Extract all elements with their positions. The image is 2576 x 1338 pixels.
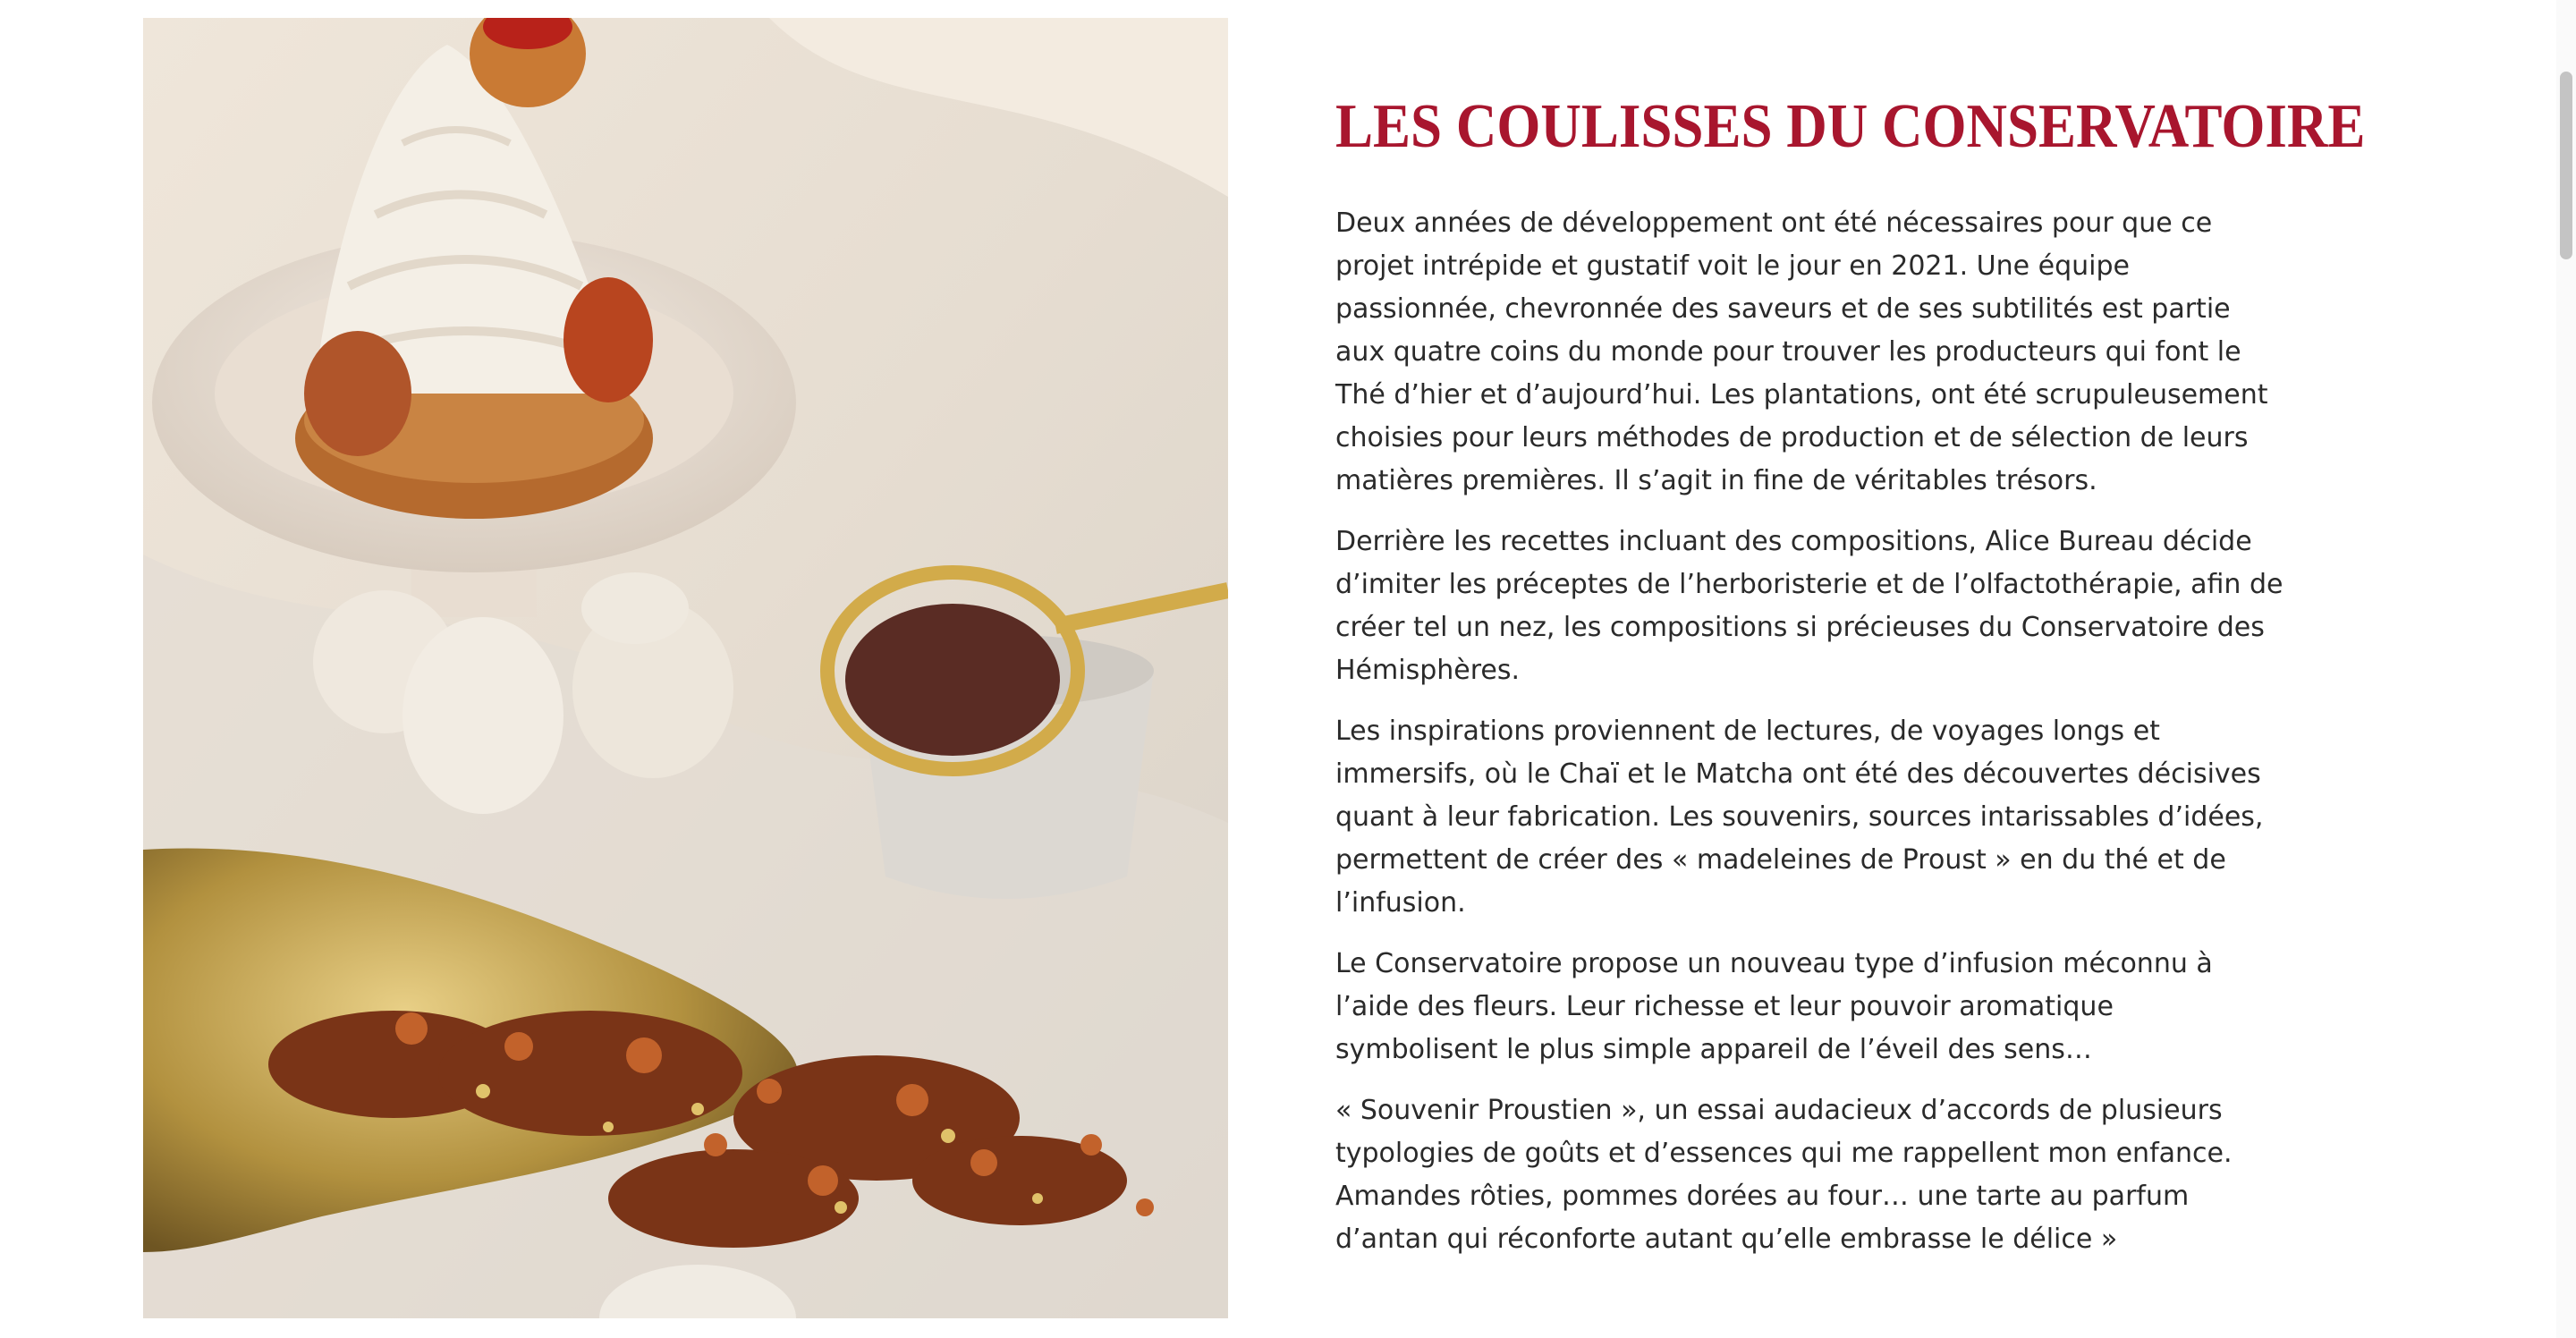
conservatoire-section <box>1335 89 2366 1279</box>
paragraph-recipes: Derrière les recettes incluant des compositions, Alice Bureau décide d’imiter les préceptes de l’herboristerie et de l’olfactothérapie, afin de créer tel un nez, les compositions si précieuses du Conservatoire des Hémisphères. <box>1335 526 2284 686</box>
page-scrollbar[interactable] <box>2556 0 2576 1338</box>
scrollbar-thumb[interactable] <box>2560 72 2572 259</box>
section-title: LES COULISSES DU CONSERVATOIRE <box>1335 92 2366 161</box>
paragraph-infusion: Le Conservatoire propose un nouveau type d’infusion méconnu à l’aide des fleurs. Leur richesse et leur pouvoir aromatique symbolisent le plus simple appareil de l’éveil des sens… <box>1335 948 2213 1065</box>
paragraph-inspirations: Les inspirations proviennent de lectures, de voyages longs et immersifs, où le Chaï et le Matcha ont été des découvertes décisives quant à leur fabrication. Les souvenirs, sources intarissables d’idées, permettent de créer des « madeleines de Proust » en du thé et de l’infusion. <box>1335 716 2264 919</box>
paragraph-souvenir-proustien: « Souvenir Proustien », un essai audacieux d’accords de plusieurs typologies de goûts et d’essences qui me rappellent mon enfance. Amandes rôties, pommes dorées au four… une tarte au parfum d’antan qui réconforte autant qu’elle embrasse le délice » <box>1335 1095 2233 1255</box>
paragraph-development: Deux années de développement ont été nécessaires pour que ce projet intrépide et gustatif voit le jour en 2021. Une équipe passionnée, chevronnée des saveurs et de ses subtilités est partie aux quatre coins du monde pour trouver les producteurs qui font le Thé d’hier et d’aujourd’hui. Les plantations, ont été scrupuleusement choisies pour leurs méthodes de production et de sélection de leurs matières premières. Il s’agit in fine de véritables trésors. <box>1335 207 2268 496</box>
pastry-tea-photo <box>143 18 1228 1318</box>
